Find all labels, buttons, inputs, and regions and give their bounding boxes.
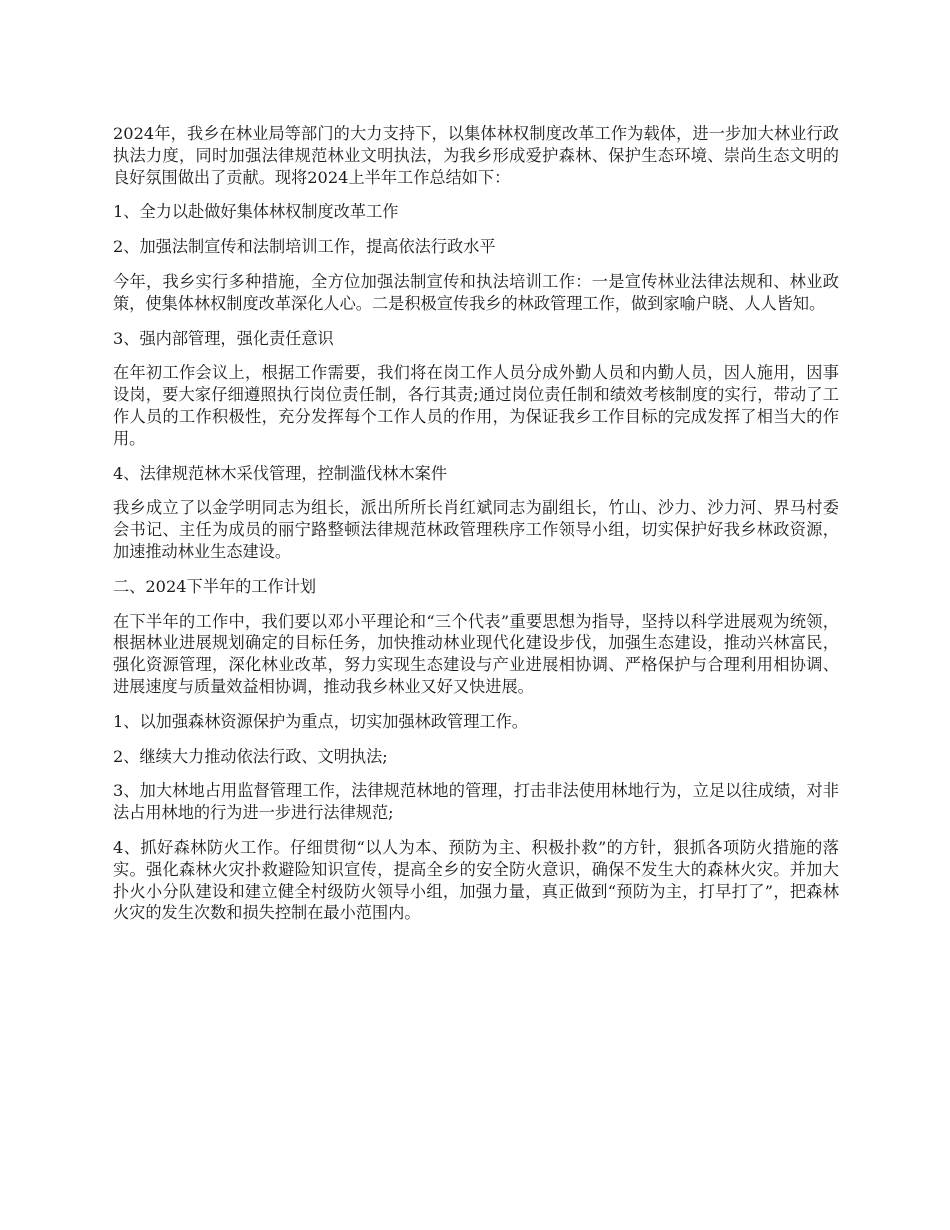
section-heading-4: 4、法律规范林木采伐管理，控制滥伐林木案件 [113,463,448,483]
section-body-4: 我乡成立了以金学明同志为组长，派出所所长肖红斌同志为副组长，竹山、沙力、沙力河、界马村委会书记、主任为成员的丽宁路整顿法律规范林政管理秩序工作领导小组，切实保护好我乡林政资源，加速推动林业生态建设。 [113,498,839,561]
part-two-body: 在下半年的工作中，我们要以邓小平理论和“三个代表”重要思想为指导，坚持以科学进展观为统领，根据林业进展规划确定的目标任务，加快推动林业现代化建设步伐，加强生态建设，推动兴林富民，强化资源管理，深化林业改革，努力实现生态建设与产业进展相协调、严格保护与合理利用相协调、进展速度与质量效益相协调，推动我乡林业又好又快进展。 [113,611,839,696]
intro-paragraph: 2024年，我乡在林业局等部门的大力支持下，以集体林权制度改革工作为载体，进一步加大林业行政执法力度，同时加强法律规范林业文明执法，为我乡形成爱护森林、保护生态环境、崇尚生态文明的良好氛围做出了贡献。现将2024上半年工作总结如下： [113,124,839,187]
plan-item-1: 1、以加强森林资源保护为重点，切实加强林政管理工作。 [113,711,528,731]
document-page [113,123,839,937]
section-body-2: 今年，我乡实行多种措施，全方位加强法制宣传和执法培训工作：一是宣传林业法律法规和、林业政策，使集体林权制度改革深化人心。二是积极宣传我乡的林政管理工作，做到家喻户晓、人人皆知。 [113,271,839,313]
section-heading-1: 1、全力以赴做好集体林权制度改革工作 [113,202,399,222]
part-two-heading: 二、2024下半年的工作计划 [113,576,317,596]
plan-item-2: 2、继续大力推动依法行政、文明执法; [113,746,388,766]
plan-item-4: 4、抓好森林防火工作。仔细贯彻“以人为本、预防为主、积极扑救”的方针，狠抓各项防火措施的落实。强化森林火灾扑救避险知识宣传，提高全乡的安全防火意识，确保不发生大的森林火灾。并加大扑火小分队建设和建立健全村级防火领导小组，加强力量，真正做到“预防为主，打早打了”，把森林火灾的发生次数和损失控制在最小范围内。 [113,837,839,923]
section-heading-3: 3、强内部管理，强化责任意识 [113,328,334,348]
section-heading-2: 2、加强法制宣传和法制培训工作，提高依法行政水平 [113,237,496,257]
section-body-3: 在年初工作会议上，根据工作需要，我们将在岗工作人员分成外勤人员和内勤人员，因人施用，因事设岗，要大家仔细遵照执行岗位责任制，各行其责;通过岗位责任制和绩效考核制度的实行，带动了工作人员的工作积极性，充分发挥每个工作人员的作用，为保证我乡工作目标的完成发挥了相当大的作用。 [113,363,839,448]
plan-item-3: 3、加大林地占用监督管理工作，法律规范林地的管理，打击非法使用林地行为，立足以往成绩，对非法占用林地的行为进一步进行法律规范; [113,781,839,823]
